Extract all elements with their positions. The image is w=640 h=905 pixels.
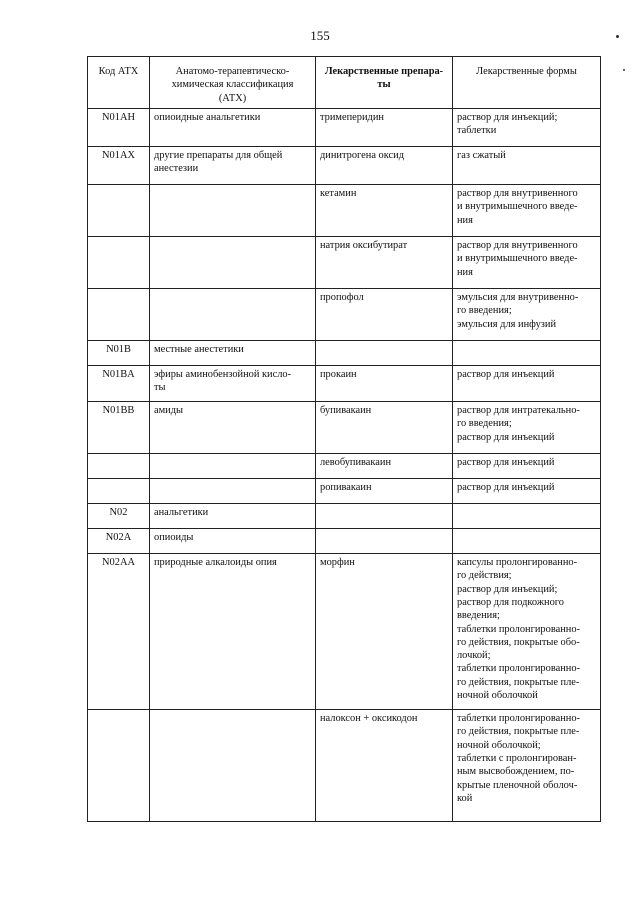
cell-code [88, 236, 150, 288]
table-row [88, 478, 601, 503]
cell-classification: эфиры аминобензойной кисло- ты [150, 365, 316, 401]
cell-code [88, 288, 150, 340]
cell-forms: раствор для внутривенного и внутримышечного введе- ния [453, 184, 601, 236]
table-row [88, 453, 601, 478]
cell-forms [453, 340, 601, 365]
table-row [88, 553, 601, 709]
cell-drug: прокаин [316, 365, 453, 401]
cell-code [88, 478, 150, 503]
cell-drug: динитрогена оксид [316, 146, 453, 184]
table-row [88, 184, 601, 236]
cell-forms: раствор для интратекально- го введения; раствор для инъекций [453, 401, 601, 453]
cell-forms: раствор для внутривенного и внутримышечного введе- ния [453, 236, 601, 288]
cell-code: N01B [88, 340, 150, 365]
cell-classification: анальгетики [150, 503, 316, 528]
cell-drug: морфин [316, 553, 453, 709]
cell-classification [150, 478, 316, 503]
table-row [88, 503, 601, 528]
cell-drug: натрия оксибутират [316, 236, 453, 288]
cell-forms [453, 528, 601, 553]
table-row [88, 236, 601, 288]
cell-forms: таблетки пролонгированно- го действия, покрытые пле- ночной оболочкой; таблетки с пролонгирован- ным высвобождением, по- крытые пленочной оболоч- кой [453, 709, 601, 821]
table-row [88, 709, 601, 821]
header-code: Код АТХ [88, 57, 150, 109]
cell-classification: опиоиды [150, 528, 316, 553]
scan-speck [616, 35, 619, 38]
cell-drug: пропофол [316, 288, 453, 340]
cell-classification [150, 288, 316, 340]
cell-classification: опиоидные анальгетики [150, 108, 316, 146]
cell-code: N01BB [88, 401, 150, 453]
page-number: 155 [310, 28, 330, 43]
cell-drug [316, 503, 453, 528]
cell-drug: налоксон + оксикодон [316, 709, 453, 821]
cell-classification [150, 184, 316, 236]
header-drugs: Лекарственные препара- ты [316, 57, 453, 109]
cell-code: N01AH [88, 108, 150, 146]
cell-forms: раствор для инъекций [453, 478, 601, 503]
atx-table [87, 56, 601, 822]
cell-drug: левобупивакаин [316, 453, 453, 478]
cell-code: N02AA [88, 553, 150, 709]
scan-speck [623, 69, 625, 71]
cell-forms: раствор для инъекций; таблетки [453, 108, 601, 146]
cell-code [88, 184, 150, 236]
cell-code: N01BA [88, 365, 150, 401]
table-row [88, 108, 601, 146]
cell-forms: раствор для инъекций [453, 453, 601, 478]
cell-drug: тримеперидин [316, 108, 453, 146]
cell-code: N02 [88, 503, 150, 528]
cell-code [88, 709, 150, 821]
cell-classification [150, 236, 316, 288]
cell-forms [453, 503, 601, 528]
cell-classification: местные анестетики [150, 340, 316, 365]
cell-classification [150, 453, 316, 478]
cell-classification: другие препараты для общей анестезии [150, 146, 316, 184]
table-row [88, 528, 601, 553]
cell-drug: ропивакаин [316, 478, 453, 503]
table-row [88, 401, 601, 453]
header-classification: Анатомо-терапевтическо- химическая классификация (АТХ) [150, 57, 316, 109]
table-row [88, 365, 601, 401]
cell-classification: природные алкалоиды опия [150, 553, 316, 709]
table-body [88, 108, 601, 821]
cell-classification [150, 709, 316, 821]
cell-code: N02A [88, 528, 150, 553]
cell-forms: раствор для инъекций [453, 365, 601, 401]
cell-code: N01AX [88, 146, 150, 184]
cell-code [88, 453, 150, 478]
cell-drug: бупивакаин [316, 401, 453, 453]
cell-drug [316, 340, 453, 365]
table-row [88, 288, 601, 340]
cell-classification: амиды [150, 401, 316, 453]
cell-forms: капсулы пролонгированно- го действия; раствор для инъекций; раствор для подкожного введения; таблетки пролонгированно- го действия, покрытые обо- лочкой; таблетки пролонгированно- го действия, покрытые пле- ночной оболочкой [453, 553, 601, 709]
cell-drug [316, 528, 453, 553]
table-header [88, 57, 601, 109]
cell-forms: эмульсия для внутривенно- го введения; эмульсия для инфузий [453, 288, 601, 340]
cell-forms: газ сжатый [453, 146, 601, 184]
cell-drug: кетамин [316, 184, 453, 236]
table-row [88, 146, 601, 184]
header-forms: Лекарственные формы [453, 57, 601, 109]
table-row [88, 340, 601, 365]
